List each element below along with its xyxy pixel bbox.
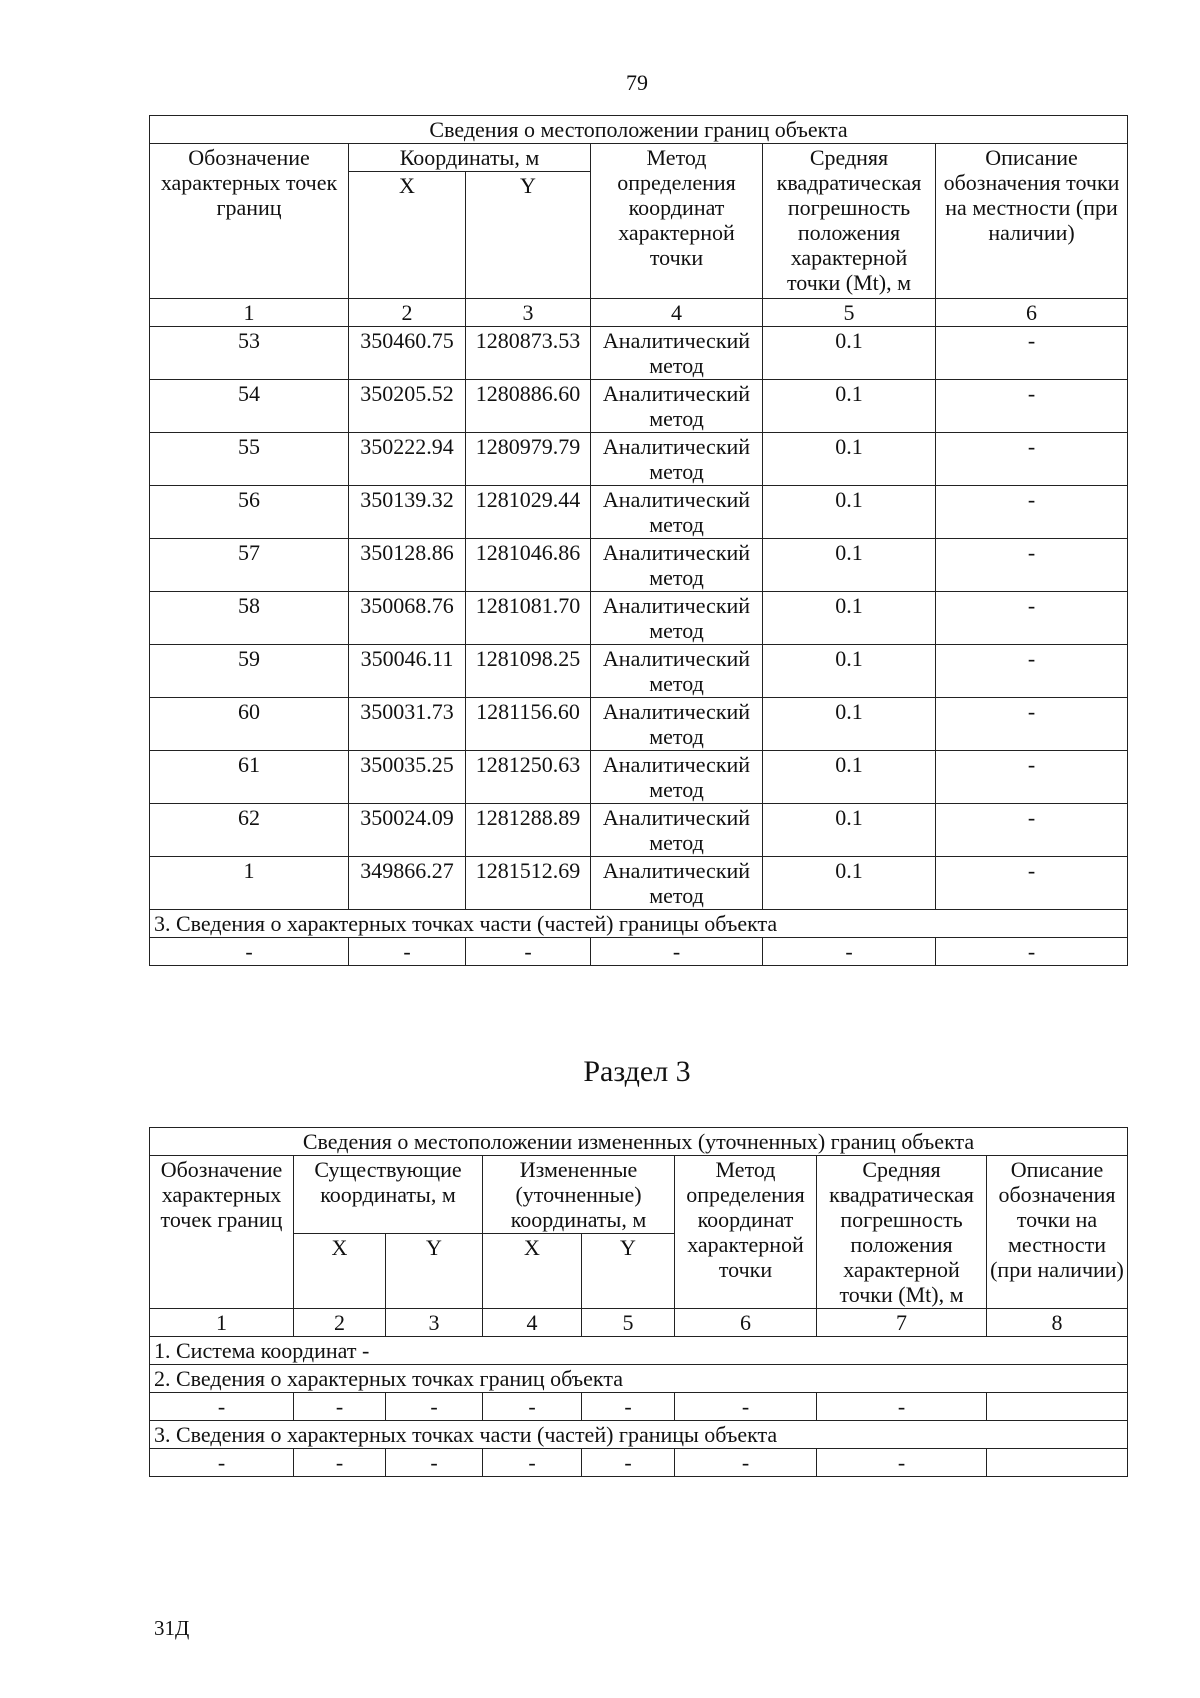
header-x: X	[349, 172, 466, 299]
error-cell: 0.1	[763, 327, 936, 380]
column-number-row	[150, 299, 1128, 327]
y-cell: 1281512.69	[466, 857, 591, 910]
error-cell: 0.1	[763, 433, 936, 486]
col-number: 2	[349, 299, 466, 327]
point-cell: 53	[150, 327, 349, 380]
table-row	[150, 592, 1128, 645]
y-cell: 1280886.60	[466, 380, 591, 433]
point-cell: 54	[150, 380, 349, 433]
part-section-label: 3. Сведения о характерных точках части (частей) границы объекта	[150, 1421, 1128, 1449]
description-cell: -	[936, 327, 1128, 380]
table-title: Сведения о местоположении границ объекта	[150, 116, 1128, 144]
error-cell: 0.1	[763, 857, 936, 910]
empty-cell: -	[294, 1449, 386, 1477]
description-cell: -	[936, 592, 1128, 645]
x-cell: 350460.75	[349, 327, 466, 380]
table-row	[150, 751, 1128, 804]
x-cell: 350128.86	[349, 539, 466, 592]
point-cell: 57	[150, 539, 349, 592]
description-cell: -	[936, 539, 1128, 592]
empty-cell: -	[150, 938, 349, 966]
x-cell: 350205.52	[349, 380, 466, 433]
boundaries-table	[149, 115, 1128, 966]
header-point: Обозначение характерных точек границ	[150, 144, 349, 299]
error-cell: 0.1	[763, 539, 936, 592]
x-cell: 350031.73	[349, 698, 466, 751]
header-error: Средняя квадратическая погрешность положения характерной точки (Mt), м	[763, 144, 936, 299]
x-cell: 350046.11	[349, 645, 466, 698]
x-cell: 349866.27	[349, 857, 466, 910]
header-method: Метод определения координат характерной точки	[675, 1156, 817, 1309]
col-number: 5	[582, 1309, 675, 1337]
method-cell: Аналитический метод	[591, 539, 763, 592]
y-cell: 1281046.86	[466, 539, 591, 592]
method-cell: Аналитический метод	[591, 486, 763, 539]
header-existing-coords: Существующие координаты, м	[294, 1156, 483, 1234]
empty-cell: -	[466, 938, 591, 966]
table-row	[150, 804, 1128, 857]
y-cell: 1281156.60	[466, 698, 591, 751]
section-label-row	[150, 1337, 1128, 1365]
col-number: 2	[294, 1309, 386, 1337]
method-cell: Аналитический метод	[591, 433, 763, 486]
description-cell: -	[936, 751, 1128, 804]
y-cell: 1280979.79	[466, 433, 591, 486]
x-cell: 350139.32	[349, 486, 466, 539]
header-y: Y	[582, 1234, 675, 1309]
col-number: 5	[763, 299, 936, 327]
header-method: Метод определения координат характерной точки	[591, 144, 763, 299]
header-y: Y	[466, 172, 591, 299]
error-cell: 0.1	[763, 645, 936, 698]
empty-cell: -	[582, 1393, 675, 1421]
table-row	[150, 645, 1128, 698]
description-cell: -	[936, 857, 1128, 910]
point-cell: 59	[150, 645, 349, 698]
table-header-row	[150, 1156, 1128, 1234]
col-number: 4	[483, 1309, 582, 1337]
error-cell: 0.1	[763, 751, 936, 804]
col-number: 6	[675, 1309, 817, 1337]
header-changed-coords: Измененные (уточненные) координаты, м	[483, 1156, 675, 1234]
method-cell: Аналитический метод	[591, 645, 763, 698]
description-cell: -	[936, 698, 1128, 751]
point-cell: 62	[150, 804, 349, 857]
x-cell: 350024.09	[349, 804, 466, 857]
col-number: 6	[936, 299, 1128, 327]
section-label-row	[150, 1365, 1128, 1393]
method-cell: Аналитический метод	[591, 857, 763, 910]
footer-code: 31Д	[154, 1616, 190, 1640]
table-row	[150, 380, 1128, 433]
header-error: Средняя квадратическая погрешность положения характерной точки (Mt), м	[817, 1156, 987, 1309]
point-cell: 61	[150, 751, 349, 804]
empty-cell: -	[817, 1449, 987, 1477]
error-cell: 0.1	[763, 592, 936, 645]
table-title-row	[150, 1128, 1128, 1156]
col-number: 7	[817, 1309, 987, 1337]
col-number: 1	[150, 299, 349, 327]
empty-cell: -	[936, 938, 1128, 966]
section-label-row	[150, 910, 1128, 938]
column-number-row	[150, 1309, 1128, 1337]
point-cell: 56	[150, 486, 349, 539]
table-row	[150, 486, 1128, 539]
empty-cell: -	[150, 1393, 294, 1421]
x-cell: 350222.94	[349, 433, 466, 486]
y-cell: 1280873.53	[466, 327, 591, 380]
description-cell: -	[936, 486, 1128, 539]
header-x: X	[294, 1234, 386, 1309]
table-row	[150, 1449, 1128, 1477]
changed-boundaries-table	[149, 1127, 1128, 1477]
table-row	[150, 539, 1128, 592]
header-x: X	[483, 1234, 582, 1309]
col-number: 4	[591, 299, 763, 327]
col-number: 3	[386, 1309, 483, 1337]
table-title-row	[150, 116, 1128, 144]
table-header-row	[150, 144, 1128, 172]
y-cell: 1281081.70	[466, 592, 591, 645]
method-cell: Аналитический метод	[591, 804, 763, 857]
description-cell: -	[936, 645, 1128, 698]
point-cell: 60	[150, 698, 349, 751]
empty-cell: -	[386, 1393, 483, 1421]
empty-cell: -	[763, 938, 936, 966]
method-cell: Аналитический метод	[591, 327, 763, 380]
x-cell: 350035.25	[349, 751, 466, 804]
header-description: Описание обозначения точки на местности (при наличии)	[936, 144, 1128, 299]
empty-cell: -	[483, 1449, 582, 1477]
empty-cell: -	[675, 1393, 817, 1421]
table-row	[150, 938, 1128, 966]
description-cell: -	[936, 433, 1128, 486]
empty-cell: -	[150, 1449, 294, 1477]
point-cell: 55	[150, 433, 349, 486]
empty-cell: -	[386, 1449, 483, 1477]
table-row	[150, 857, 1128, 910]
empty-cell: -	[675, 1449, 817, 1477]
error-cell: 0.1	[763, 804, 936, 857]
error-cell: 0.1	[763, 486, 936, 539]
part-section-label: 3. Сведения о характерных точках части (частей) границы объекта	[150, 910, 1128, 938]
empty-cell: -	[817, 1393, 987, 1421]
header-description: Описание обозначения точки на местности (при наличии)	[987, 1156, 1128, 1309]
page-number: 79	[626, 70, 648, 95]
x-cell: 350068.76	[349, 592, 466, 645]
description-cell: -	[936, 804, 1128, 857]
y-cell: 1281288.89	[466, 804, 591, 857]
empty-cell: -	[294, 1393, 386, 1421]
empty-cell: -	[591, 938, 763, 966]
table-row	[150, 1393, 1128, 1421]
error-cell: 0.1	[763, 698, 936, 751]
header-y: Y	[386, 1234, 483, 1309]
y-cell: 1281098.25	[466, 645, 591, 698]
table-row	[150, 433, 1128, 486]
col-number: 1	[150, 1309, 294, 1337]
table-row	[150, 698, 1128, 751]
empty-cell: -	[582, 1449, 675, 1477]
section-label-row	[150, 1421, 1128, 1449]
header-point: Обозначение характерных точек границ	[150, 1156, 294, 1309]
empty-cell: -	[483, 1393, 582, 1421]
method-cell: Аналитический метод	[591, 380, 763, 433]
col-number: 8	[987, 1309, 1128, 1337]
col-number: 3	[466, 299, 591, 327]
empty-cell	[987, 1393, 1128, 1421]
table-title: Сведения о местоположении измененных (уточненных) границ объекта	[150, 1128, 1128, 1156]
point-cell: 1	[150, 857, 349, 910]
coord-system-label: 1. Система координат -	[150, 1337, 1128, 1365]
method-cell: Аналитический метод	[591, 592, 763, 645]
table-row	[150, 327, 1128, 380]
error-cell: 0.1	[763, 380, 936, 433]
section-title: Раздел 3	[583, 1055, 691, 1088]
empty-cell	[987, 1449, 1128, 1477]
y-cell: 1281250.63	[466, 751, 591, 804]
description-cell: -	[936, 380, 1128, 433]
empty-cell: -	[349, 938, 466, 966]
header-coords: Координаты, м	[349, 144, 591, 172]
y-cell: 1281029.44	[466, 486, 591, 539]
method-cell: Аналитический метод	[591, 698, 763, 751]
points-section-label: 2. Сведения о характерных точках границ объекта	[150, 1365, 1128, 1393]
point-cell: 58	[150, 592, 349, 645]
method-cell: Аналитический метод	[591, 751, 763, 804]
